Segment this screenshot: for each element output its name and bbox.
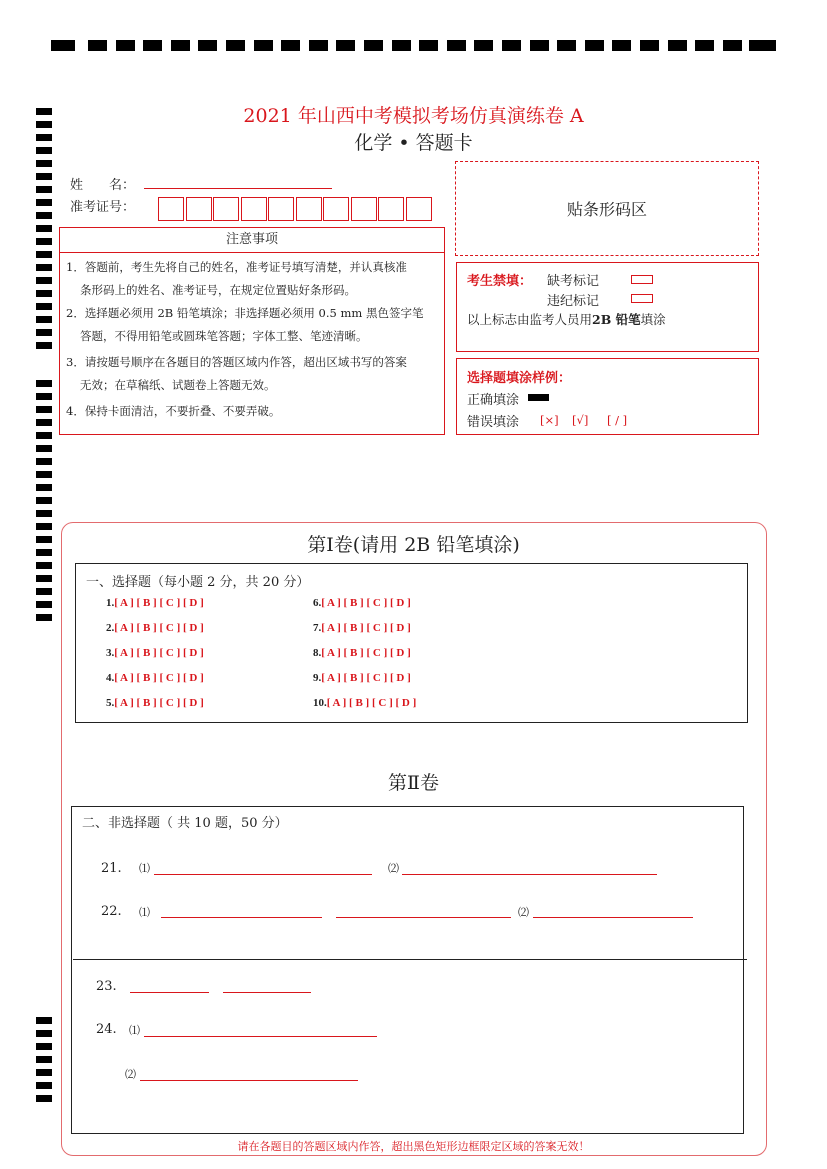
correct-fill-mark (528, 394, 549, 401)
timing-mark (36, 510, 52, 517)
timing-mark (116, 40, 135, 51)
timing-mark (36, 419, 52, 426)
timing-mark (36, 380, 52, 387)
timing-mark (36, 199, 52, 206)
answer-options[interactable]: [ A ] [ B ] [ C ] [ D ] (114, 597, 204, 609)
id-digit-box[interactable] (323, 197, 349, 221)
answer-options[interactable]: [ A ] [ B ] [ C ] [ D ] (114, 647, 204, 659)
question-number: 9. (313, 672, 322, 684)
id-digit-box[interactable] (158, 197, 184, 221)
q22-answer-2[interactable] (533, 917, 693, 918)
q21-sub2: ⑵ (388, 862, 399, 875)
timing-mark (36, 238, 52, 245)
timing-mark (36, 601, 52, 608)
q24-sub1: ⑴ (129, 1024, 140, 1037)
name-label: 姓 名： (70, 178, 136, 193)
notice-item-4: 4．保持卡面清洁，不要折叠、不要弄破。 (66, 404, 281, 418)
timing-mark (36, 225, 52, 232)
timing-mark (36, 1056, 52, 1063)
timing-mark (36, 212, 52, 219)
q21-label: 21. (101, 861, 122, 876)
nonchoice-section (71, 806, 744, 1134)
q22-sub1: ⑴ (139, 906, 150, 919)
q23-answer-2[interactable] (223, 992, 311, 993)
answer-options[interactable]: [ A ] [ B ] [ C ] [ D ] (321, 597, 411, 609)
q24-sub2: ⑵ (125, 1068, 136, 1081)
wrong-mark-1: [×] (540, 413, 559, 427)
timing-mark (36, 614, 52, 621)
timing-mark (474, 40, 493, 51)
timing-mark (392, 40, 411, 51)
timing-mark (36, 588, 52, 595)
timing-mark (36, 173, 52, 180)
exam-title: 2021 年山西中考模拟考场仿真演练卷 A (243, 105, 584, 127)
answer-options[interactable]: [ A ] [ B ] [ C ] [ D ] (114, 697, 204, 709)
q21-answer-1[interactable] (154, 874, 372, 875)
timing-mark (364, 40, 383, 51)
notice-item-2: 2．选择题必须用 2B 铅笔填涂；非选择题必须用 0.5 mm 黑色签字笔 答题，不得用铅笔或圆珠笔答题；字体工整、笔迹清晰。 (66, 306, 424, 343)
timing-mark (36, 445, 52, 452)
timing-mark (36, 1069, 52, 1076)
notice-title-box (59, 227, 445, 253)
absent-mark-box[interactable] (631, 275, 653, 284)
q22-answer-1b[interactable] (336, 917, 511, 918)
choice-question-5[interactable] (106, 697, 204, 709)
choice-question-2[interactable] (106, 622, 204, 634)
id-digit-box[interactable] (186, 197, 212, 221)
fill-example-box (456, 358, 759, 435)
timing-mark (36, 562, 52, 569)
timing-mark (143, 40, 162, 51)
violation-mark-box[interactable] (631, 294, 653, 303)
proctor-box (456, 262, 759, 352)
timing-mark (530, 40, 549, 51)
timing-mark (36, 160, 52, 167)
timing-mark (254, 40, 273, 51)
q24-answer-2[interactable] (140, 1080, 358, 1081)
question-number: 5. (106, 697, 115, 709)
choice-question-8[interactable] (313, 647, 411, 659)
timing-mark (36, 342, 52, 349)
wrong-mark-2: [√] (572, 413, 589, 427)
timing-mark (36, 277, 52, 284)
timing-mark (36, 264, 52, 271)
violation-label: 违纪标记 (547, 294, 600, 309)
timing-mark (36, 251, 52, 258)
timing-mark (36, 406, 52, 413)
timing-mark (36, 329, 52, 336)
question-number: 7. (313, 622, 322, 634)
choice-question-10[interactable] (313, 697, 416, 709)
choice-question-3[interactable] (106, 647, 204, 659)
question-number: 2. (106, 622, 115, 634)
answer-options[interactable]: [ A ] [ B ] [ C ] [ D ] (114, 672, 204, 684)
q24-label: 24. (96, 1022, 117, 1037)
timing-mark (502, 40, 521, 51)
question-number: 10. (313, 697, 327, 709)
notice-item-1: 1．答题前，考生先将自己的姓名，准考证号填写清楚，并认真核准 条形码上的姓名、准考证号，在规定位置贴好条形码。 (66, 260, 407, 297)
id-digit-box[interactable] (213, 197, 239, 221)
timing-mark (723, 40, 742, 51)
id-digit-box[interactable] (296, 197, 322, 221)
timing-mark (88, 40, 107, 51)
divider (73, 959, 747, 960)
answer-options[interactable]: [ A ] [ B ] [ C ] [ D ] (321, 622, 411, 634)
choice-section-title: 一、选择题（每小题 2 分，共 20 分） (86, 575, 310, 590)
choice-question-7[interactable] (313, 622, 411, 634)
proctor-title: 考生禁填： (467, 274, 533, 289)
timing-mark (36, 290, 52, 297)
question-number: 8. (313, 647, 322, 659)
choice-question-1[interactable] (106, 597, 204, 609)
question-number: 4. (106, 672, 115, 684)
part2-title: 第Ⅱ卷 (388, 772, 439, 794)
choice-question-9[interactable] (313, 672, 411, 684)
notice-item-3: 3．请按题号顺序在各题目的答题区域内作答，超出区域书写的答案 无效；在草稿纸、试题卷上答题无效。 (66, 355, 407, 392)
timing-mark (336, 40, 355, 51)
answer-options[interactable]: [ A ] [ B ] [ C ] [ D ] (326, 697, 417, 709)
timing-mark (612, 40, 631, 51)
q22-sub2: ⑵ (518, 906, 529, 919)
proctor-note: 以上标志由监考人员用2B 铅笔填涂 (467, 312, 666, 327)
id-label: 准考证号： (70, 200, 136, 215)
choice-question-4[interactable] (106, 672, 204, 684)
timing-mark (36, 1095, 52, 1102)
timing-mark (640, 40, 659, 51)
name-field[interactable] (144, 188, 332, 189)
timing-mark (36, 316, 52, 323)
footer-warning: 请在各题目的答题区域内作答，超出黑色矩形边框限定区域的答案无效！ (237, 1140, 590, 1153)
q21-answer-2[interactable] (402, 874, 657, 875)
timing-mark (171, 40, 190, 51)
id-digit-box[interactable] (351, 197, 377, 221)
notice-title: 注意事项 (225, 232, 278, 247)
timing-mark (36, 1082, 52, 1089)
timing-mark (36, 575, 52, 582)
answer-options[interactable]: [ A ] [ B ] [ C ] [ D ] (321, 647, 411, 659)
answer-options[interactable]: [ A ] [ B ] [ C ] [ D ] (321, 672, 411, 684)
barcode-label: 贴条形码区 (566, 200, 647, 219)
question-number: 1. (106, 597, 115, 609)
choice-question-6[interactable] (313, 597, 411, 609)
timing-mark (419, 40, 438, 51)
part1-title: 第Ⅰ卷(请用 2B 铅笔填涂) (307, 534, 520, 556)
timing-mark (36, 497, 52, 504)
q24-answer-1[interactable] (144, 1036, 377, 1037)
timing-mark (749, 40, 776, 51)
q21-sub1: ⑴ (139, 862, 150, 875)
timing-mark (36, 1017, 52, 1024)
timing-mark (36, 1043, 52, 1050)
wrong-mark-3: [ / ] (607, 413, 628, 427)
timing-mark (309, 40, 328, 51)
timing-mark (36, 523, 52, 530)
timing-mark (36, 303, 52, 310)
timing-mark (36, 393, 52, 400)
timing-mark (36, 471, 52, 478)
correct-fill-label: 正确填涂 (467, 393, 520, 408)
q22-label: 22. (101, 904, 122, 919)
timing-mark (36, 186, 52, 193)
id-digit-box[interactable] (241, 197, 267, 221)
timing-mark (668, 40, 687, 51)
id-digit-box[interactable] (268, 197, 294, 221)
timing-mark (36, 458, 52, 465)
id-digit-box[interactable] (378, 197, 404, 221)
timing-mark (226, 40, 245, 51)
q22-answer-1a[interactable] (161, 917, 322, 918)
timing-mark (198, 40, 217, 51)
timing-mark (585, 40, 604, 51)
fill-example-title: 选择题填涂样例： (467, 371, 572, 386)
timing-mark (51, 40, 75, 51)
absent-label: 缺考标记 (547, 274, 600, 289)
timing-mark (36, 432, 52, 439)
timing-mark (36, 1030, 52, 1037)
barcode-area (455, 161, 759, 256)
q23-answer-1[interactable] (130, 992, 209, 993)
question-number: 3. (106, 647, 115, 659)
q23-label: 23. (96, 979, 117, 994)
answer-options[interactable]: [ A ] [ B ] [ C ] [ D ] (114, 622, 204, 634)
timing-mark (447, 40, 466, 51)
timing-mark (557, 40, 576, 51)
nonchoice-section-title: 二、非选择题（ 共 10 题，50 分） (82, 816, 288, 831)
id-digit-box[interactable] (406, 197, 432, 221)
question-number: 6. (313, 597, 322, 609)
exam-subtitle: 化学 • 答题卡 (354, 132, 473, 154)
timing-mark (281, 40, 300, 51)
timing-mark (695, 40, 714, 51)
wrong-fill-label: 错误填涂 (467, 415, 520, 430)
timing-mark (36, 484, 52, 491)
